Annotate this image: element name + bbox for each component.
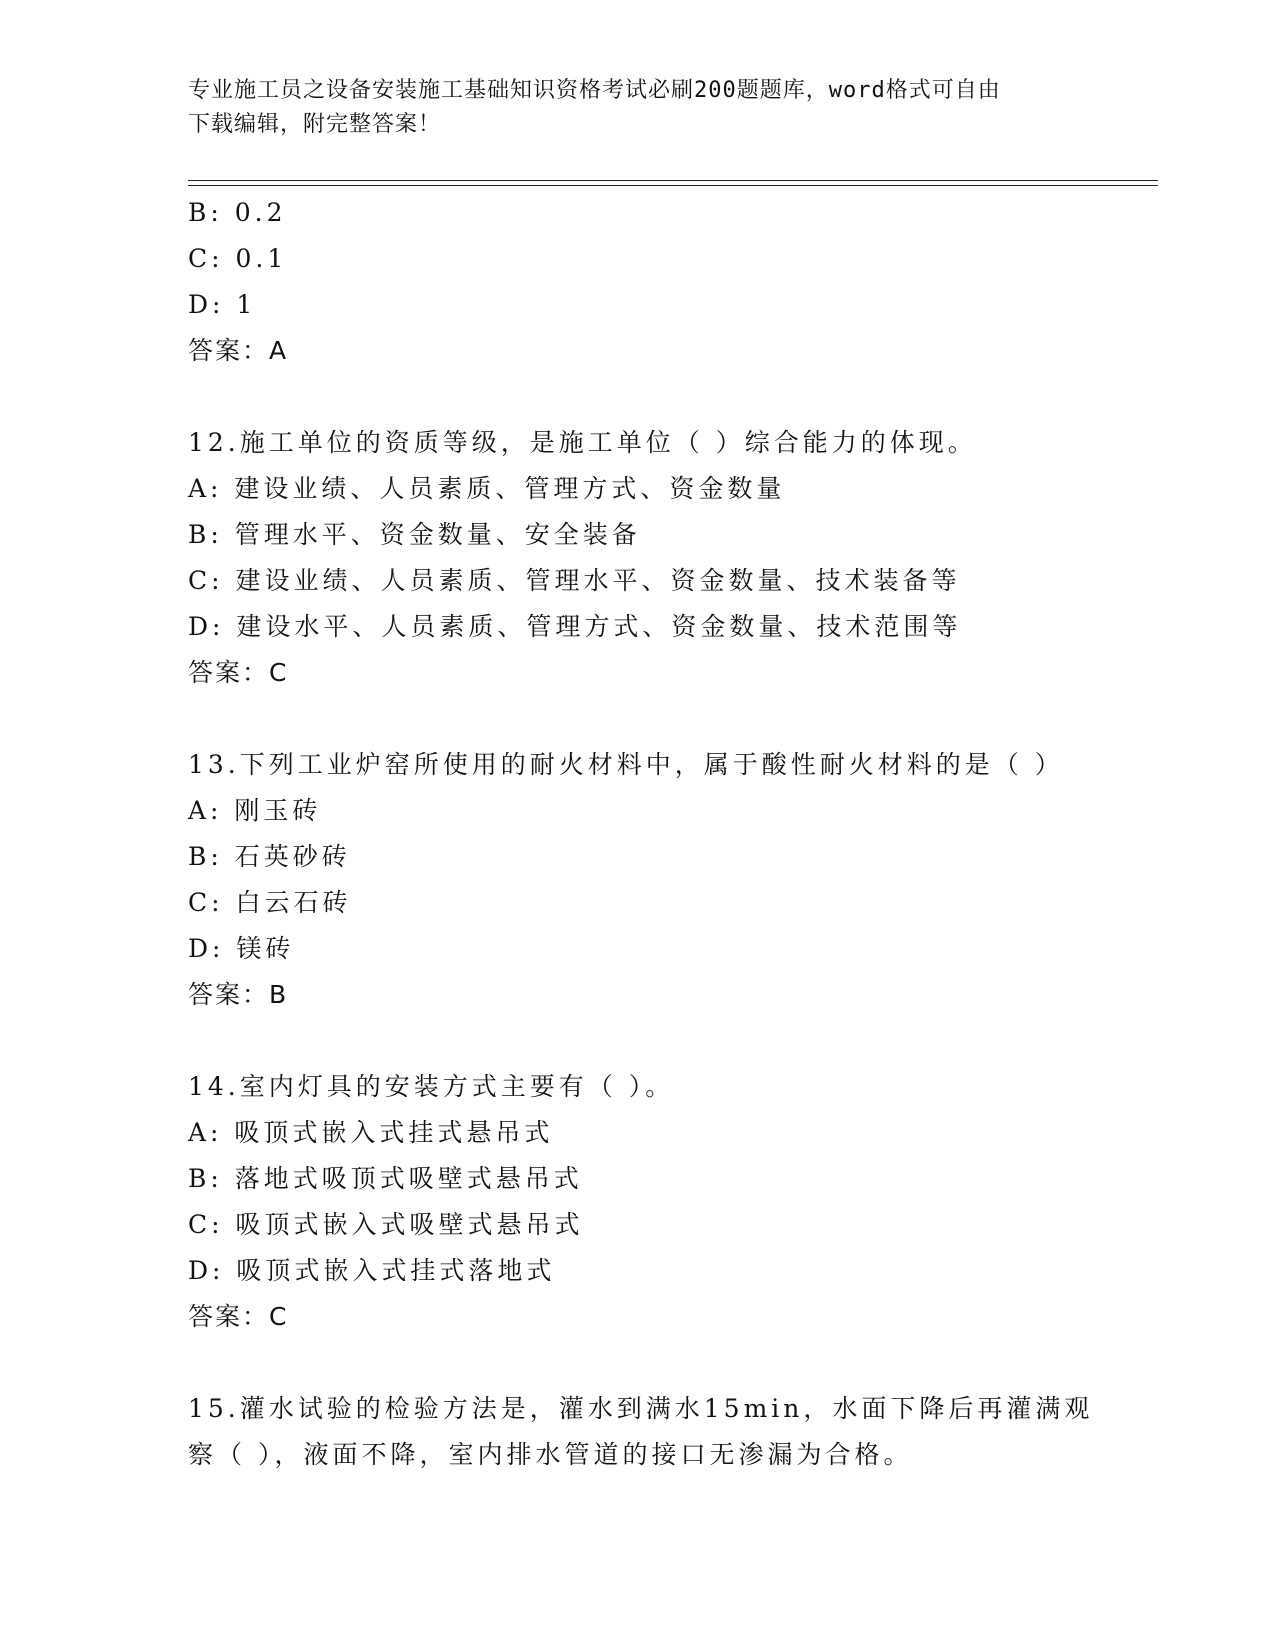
option-d: D: 1 bbox=[188, 290, 257, 319]
option-b: B: 石英砂砖 bbox=[188, 842, 351, 871]
header-rule-top bbox=[188, 180, 1158, 181]
header-rule-bottom bbox=[188, 185, 1158, 186]
answer: 答案：C bbox=[188, 658, 289, 687]
option-b: B: 管理水平、资金数量、安全装备 bbox=[188, 520, 641, 549]
option-b: B: 落地式吸顶式吸壁式悬吊式 bbox=[188, 1164, 583, 1193]
option-c: C: 吸顶式嵌入式吸壁式悬吊式 bbox=[188, 1210, 584, 1239]
answer: 答案：B bbox=[188, 980, 289, 1009]
option-c: C: 建设业绩、人员素质、管理水平、资金数量、技术装备等 bbox=[188, 566, 961, 595]
question-12 bbox=[188, 420, 1148, 696]
question-15 bbox=[188, 1386, 1148, 1478]
answer: 答案：C bbox=[188, 1302, 289, 1331]
option-d: D: 镁砖 bbox=[188, 934, 295, 963]
question-stem: 14.室内灯具的安装方式主要有（ ）。 bbox=[188, 1072, 675, 1101]
question-stem-line-2: 察（ ），液面不降，室内排水管道的接口无渗漏为合格。 bbox=[188, 1440, 913, 1469]
question-stem-line-1: 15.灌水试验的检验方法是，灌水到满水15min，水面下降后再灌满观 bbox=[188, 1394, 1094, 1423]
header-line-1: 专业施工员之设备安装施工基础知识资格考试必刷200题题库，word格式可自由 bbox=[188, 78, 1001, 103]
document-header bbox=[188, 74, 1088, 142]
question-stem: 12.施工单位的资质等级，是施工单位（ ）综合能力的体现。 bbox=[188, 428, 977, 457]
question-13 bbox=[188, 742, 1148, 1018]
option-a: A: 吸顶式嵌入式挂式悬吊式 bbox=[188, 1118, 554, 1147]
question-list bbox=[188, 190, 1148, 1478]
answer: 答案：A bbox=[188, 336, 289, 365]
question-14 bbox=[188, 1064, 1148, 1340]
question-stem: 13.下列工业炉窑所使用的耐火材料中，属于酸性耐火材料的是（ ） bbox=[188, 750, 1064, 779]
option-c: C: 白云石砖 bbox=[188, 888, 352, 917]
option-a: A: 建设业绩、人员素质、管理方式、资金数量 bbox=[188, 474, 786, 503]
option-d: D: 吸顶式嵌入式挂式落地式 bbox=[188, 1256, 556, 1285]
option-b: B: 0.2 bbox=[188, 198, 287, 227]
option-d: D: 建设水平、人员素质、管理方式、资金数量、技术范围等 bbox=[188, 612, 962, 641]
option-c: C: 0.1 bbox=[188, 244, 288, 273]
header-line-2: 下载编辑，附完整答案！ bbox=[188, 112, 442, 137]
option-a: A: 刚玉砖 bbox=[188, 796, 322, 825]
question-11 bbox=[188, 190, 1148, 374]
